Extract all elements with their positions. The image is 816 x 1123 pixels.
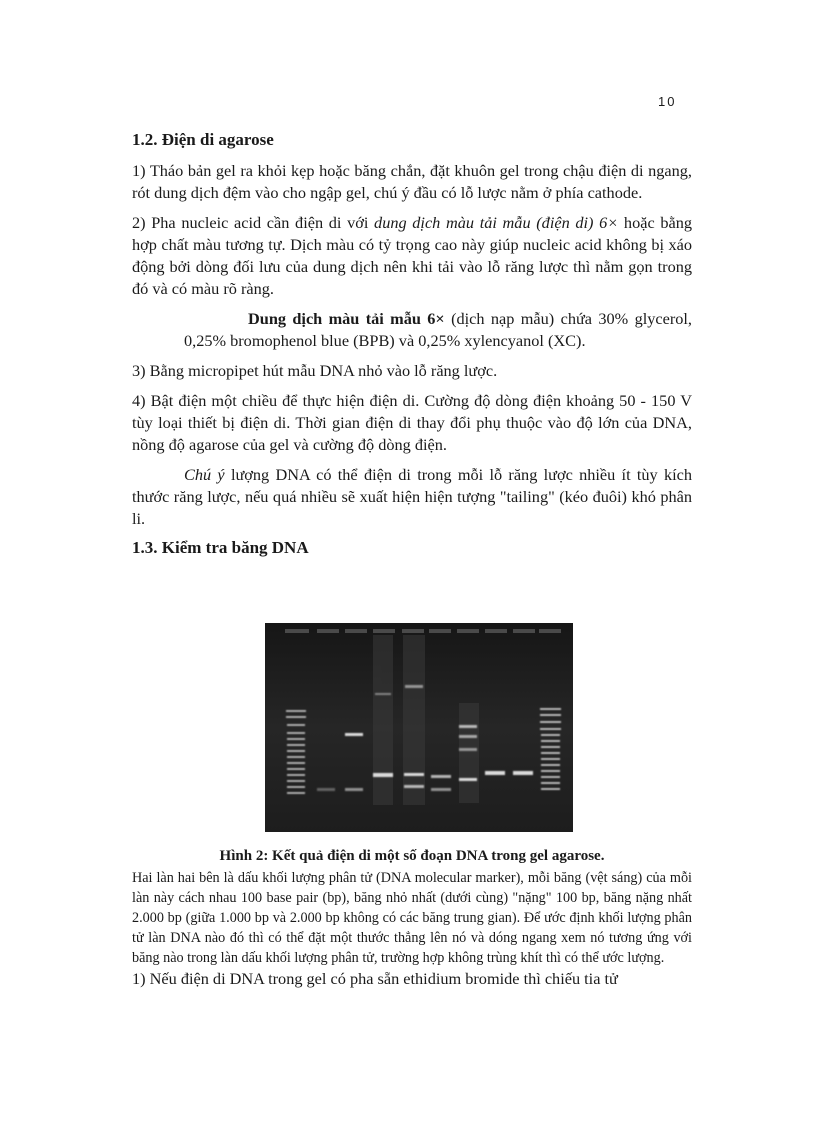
figure-caption-body: Hai làn hai bên là dấu khối lượng phân tử (DNA molecular marker), mỗi băng (vệt sáng) của mỗi làn này cách nhau 100 base pair (bp), băng nhỏ nhất (dưới cùng) "nặng" 100 bp, băng nặng nhất 2.000 bp (giữa 1.000 bp và 2.000 bp không có các băng trung gian). Để ước định khối lượng phân tử làn DNA nào đó thì có thể đặt một thước thẳng lên nó và dóng ngang xem nó tương ứng với băng nào trong làn dấu khối lượng phân tử, trường hợp không trùng khít thì có thể ước lượng. [132, 870, 692, 966]
section-heading-1-2: 1.2. Điện di agarose [132, 130, 274, 149]
gel-wells [285, 629, 561, 633]
page-number: 10 [658, 94, 677, 109]
paragraph-note [132, 464, 692, 530]
dye-rest: (dịch nạp mẫu) chứa 30% glycerol, 0,25% bromophenol blue (BPB) và 0,25% xylencyanol (XC). [184, 309, 692, 350]
overlapping-paragraph: 1) Nếu điện di DNA trong gel có pha sẵn ethidium bromide thì chiếu tia tử [132, 969, 618, 988]
note-rest: lượng DNA có thể điện di trong mỗi lỗ răng lược nhiều ít tùy kích thước răng lược, nếu quá nhiều sẽ xuất hiện hiện tượng "tailing" (kéo đuôi) khó phân li. [132, 465, 692, 528]
step2-prefix: 2) Pha nucleic acid cần điện di với [132, 213, 375, 232]
dye-composition [184, 308, 692, 352]
step2-suffix: hoặc bằng hợp chất màu tương tự. Dịch màu có tỷ trọng cao này giúp nucleic acid không bị xáo động bởi dòng đối lưu của dung dịch nên khi tải vào lỗ răng lược thì nằm gọn trong đó và có màu rõ ràng. [132, 213, 692, 298]
note-italic: Chú ý [184, 465, 225, 484]
paragraph-step-4: 4) Bật điện một chiều để thực hiện điện di. Cường độ dòng điện khoảng 50 - 150 V tùy loại thiết bị điện di. Thời gian điện di thay đổi phụ thuộc vào độ lớn của DNA, nồng độ agarose của gel và cường độ dòng điện. [132, 391, 692, 454]
paragraph-step-2 [132, 212, 692, 300]
paragraph-step-3: 3) Bằng micropipet hút mẫu DNA nhỏ vào lỗ răng lược. [132, 361, 498, 380]
step2-italic: dung dịch màu tải mẫu (điện di) 6× [374, 213, 619, 232]
figure-caption-title: Hình 2: Kết quả điện di một số đoạn DNA trong gel agarose. [219, 848, 605, 864]
dye-bold: Dung dịch màu tải mẫu 6× [248, 309, 445, 328]
main-content [132, 130, 692, 568]
gel-image-svg [265, 623, 573, 832]
gel-electrophoresis-image [265, 623, 573, 832]
paragraph-step-1: 1) Tháo bản gel ra khỏi kẹp hoặc băng chắn, đặt khuôn gel trong chậu điện di ngang, rót dung dịch đệm vào cho ngập gel, chú ý đầu có lỗ lược nằm ở phía cathode. [132, 161, 692, 202]
section-heading-1-3: 1.3. Kiểm tra băng DNA [132, 538, 309, 557]
